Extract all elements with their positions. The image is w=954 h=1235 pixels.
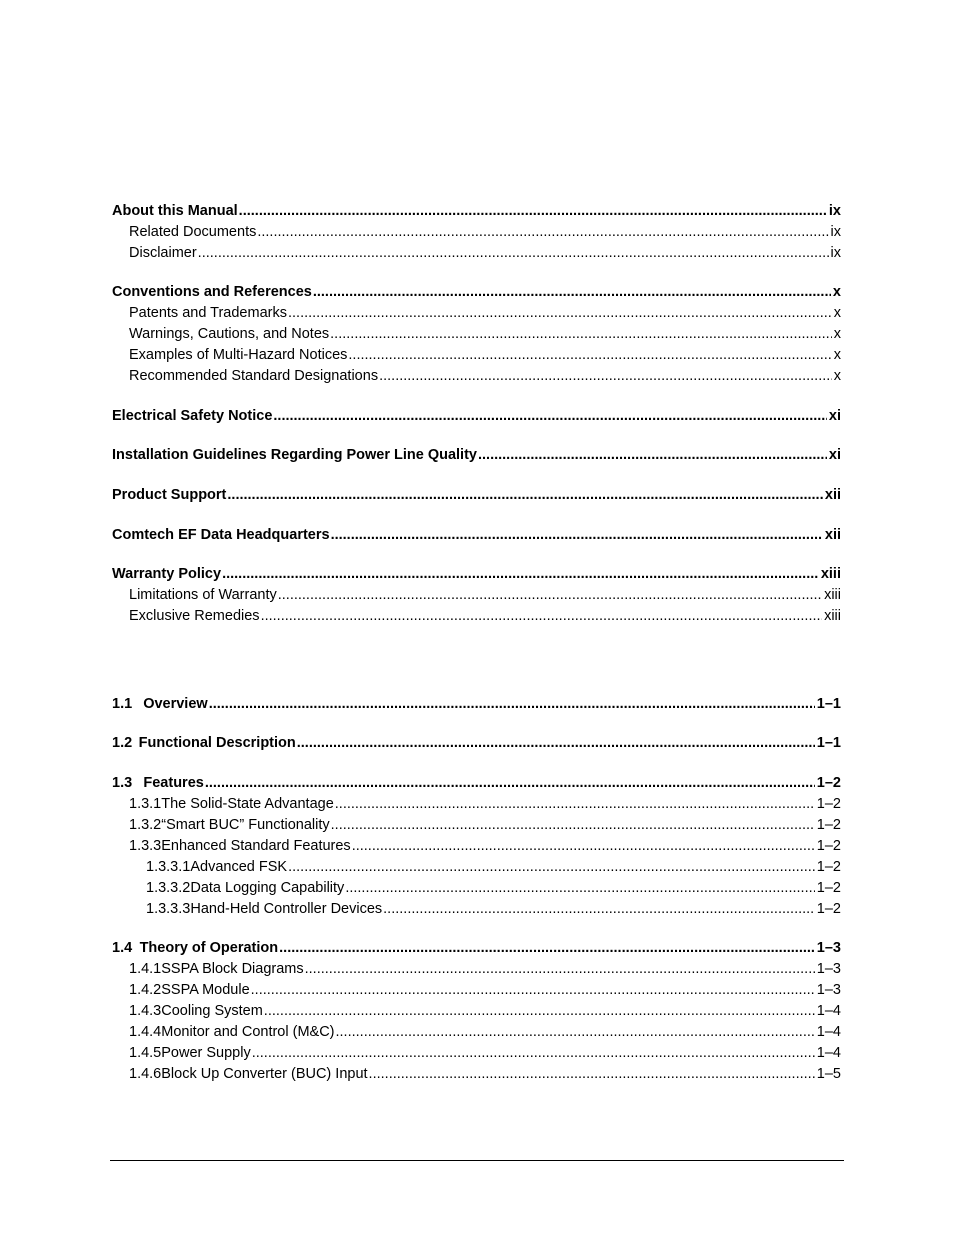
toc-entry[interactable] [129, 324, 841, 345]
toc-leader-dots [198, 243, 829, 264]
toc-entry-title: SSPA Module [161, 982, 250, 998]
toc-entry-title: Theory of Operation [139, 940, 279, 956]
toc-leader-dots [369, 1064, 815, 1085]
toc-entry-page: 1–3 [816, 961, 841, 977]
toc-leader-dots [288, 857, 815, 878]
toc-entry[interactable] [129, 1022, 841, 1043]
toc-entry-number: 1.4.3 [129, 1003, 162, 1019]
toc-entry-page: 1–1 [816, 735, 841, 751]
toc-entry[interactable] [129, 1043, 841, 1064]
toc-leader-dots [305, 959, 815, 980]
toc-entry-title: Monitor and Control (M&C) [161, 1024, 335, 1040]
toc-entry-page: ix [830, 245, 841, 261]
toc-entry-title: Data Logging Capability [190, 880, 345, 896]
toc-entry-title: Enhanced Standard Features [161, 838, 351, 854]
toc-entry[interactable] [112, 201, 841, 222]
toc-entry[interactable] [129, 794, 841, 815]
toc-entry-page: 1–2 [816, 796, 841, 812]
toc-entry[interactable] [129, 303, 841, 324]
toc-entry-number: 1.3.3.1 [146, 859, 191, 875]
toc-entry[interactable] [112, 694, 841, 715]
toc-entry-title: Warnings, Cautions, and Notes [129, 326, 330, 342]
toc-leader-dots [330, 324, 832, 345]
toc-leader-dots [278, 585, 822, 606]
toc-entry-title: Examples of Multi-Hazard Notices [129, 347, 348, 363]
toc-entry-number: 1.4.2 [129, 982, 162, 998]
toc-leader-dots [222, 564, 819, 585]
toc-entry-title: Conventions and References [112, 284, 312, 300]
toc-entry-number: 1.4.4 [129, 1024, 162, 1040]
toc-entry-number: 1.4.6 [129, 1066, 162, 1082]
toc-entry-page: xii [824, 527, 841, 543]
toc-entry-number: 1.4.1 [129, 961, 162, 977]
toc-entry-page: 1–3 [816, 940, 841, 956]
toc-leader-dots [335, 794, 815, 815]
toc-entry-title: Patents and Trademarks [129, 305, 287, 321]
toc-entry-number: 1.3.2 [129, 817, 162, 833]
toc-leader-dots [273, 406, 827, 427]
toc-entry-title: Installation Guidelines Regarding Power Line Quality [112, 447, 477, 463]
toc-entry-page: 1–2 [816, 901, 841, 917]
toc-entry-number: 1.4.5 [129, 1045, 162, 1061]
toc-entry-page: 1–2 [816, 838, 841, 854]
toc-entry-number: 1.3 [112, 775, 133, 791]
toc-entry-page: 1–5 [816, 1066, 841, 1082]
toc-leader-dots [331, 525, 823, 546]
toc-leader-dots [383, 899, 815, 920]
toc-entry-page: 1–4 [816, 1024, 841, 1040]
toc-entry-page: 1–4 [816, 1003, 841, 1019]
toc-entry-page: xiii [824, 608, 841, 624]
toc-entry-page: 1–2 [816, 817, 841, 833]
footer-rule [110, 1160, 844, 1161]
toc-entry-title: Overview [143, 696, 208, 712]
toc-entry-page: x [833, 326, 841, 342]
toc-entry-page: 1–1 [816, 696, 841, 712]
toc-leader-dots [336, 1022, 815, 1043]
toc-entry-number: 1.4 [112, 940, 133, 956]
toc-entry-title: Cooling System [161, 1003, 263, 1019]
toc-entry-title: Functional Description [138, 735, 296, 751]
toc-entry-page: ix [830, 224, 841, 240]
toc-entry[interactable] [112, 733, 841, 754]
toc-entry[interactable] [129, 959, 841, 980]
toc-entry-title: “Smart BUC” Functionality [161, 817, 330, 833]
toc-entry[interactable] [129, 222, 841, 243]
toc-entry-number: 1.1 [112, 696, 133, 712]
toc-entry-title: Advanced FSK [190, 859, 288, 875]
toc-entry[interactable] [146, 878, 841, 899]
toc-entry-page: xiii [820, 566, 841, 582]
toc-leader-dots [239, 201, 827, 222]
toc-entry[interactable] [129, 836, 841, 857]
toc-entry-title: Comtech EF Data Headquarters [112, 527, 330, 543]
toc-entry[interactable] [112, 445, 841, 466]
toc-entry-page: xii [824, 487, 841, 503]
toc-leader-dots [279, 938, 815, 959]
toc-entry[interactable] [112, 485, 841, 506]
toc-entry[interactable] [112, 406, 841, 427]
toc-entry[interactable] [146, 857, 841, 878]
toc-entry-page: x [833, 347, 841, 363]
toc-entry-title: SSPA Block Diagrams [161, 961, 304, 977]
toc-entry[interactable] [112, 525, 841, 546]
toc-entry-number: 1.3.3.2 [146, 880, 191, 896]
toc-leader-dots [348, 345, 831, 366]
toc-entry[interactable] [129, 345, 841, 366]
toc-entry[interactable] [112, 938, 841, 959]
toc-entry[interactable] [112, 773, 841, 794]
toc-leader-dots [297, 733, 815, 754]
toc-entry[interactable] [129, 606, 841, 627]
toc-entry[interactable] [129, 1064, 841, 1085]
toc-leader-dots [261, 606, 823, 627]
toc-entry-title: Related Documents [129, 224, 257, 240]
toc-entry-page: 1–4 [816, 1045, 841, 1061]
toc-entry[interactable] [129, 585, 841, 606]
toc-entry-number: 1.3.1 [129, 796, 162, 812]
toc-entry-title: Recommended Standard Designations [129, 368, 379, 384]
toc-entry-title: Electrical Safety Notice [112, 408, 273, 424]
toc-leader-dots [264, 1001, 815, 1022]
toc-entry-title: Limitations of Warranty [129, 587, 277, 603]
toc-leader-dots [288, 303, 832, 324]
toc-leader-dots [331, 815, 815, 836]
toc-leader-dots [251, 980, 815, 1001]
toc-leader-dots [209, 694, 815, 715]
toc-entry-title: The Solid-State Advantage [161, 796, 334, 812]
toc-entry-page: 1–2 [816, 880, 841, 896]
toc-entry-page: xiii [824, 587, 841, 603]
toc-entry-number: 1.3.3 [129, 838, 162, 854]
toc-leader-dots [313, 282, 831, 303]
toc-entry-title: Product Support [112, 487, 227, 503]
toc-entry-page: x [833, 305, 841, 321]
toc-leader-dots [379, 366, 832, 387]
toc-entry-page: x [833, 368, 841, 384]
toc-entry[interactable] [146, 899, 841, 920]
toc-leader-dots [478, 445, 827, 466]
toc-entry-title: Block Up Converter (BUC) Input [161, 1066, 368, 1082]
toc-leader-dots [257, 222, 828, 243]
toc-leader-dots [205, 773, 815, 794]
toc-entry[interactable] [129, 1001, 841, 1022]
toc-entry-page: ix [828, 203, 841, 219]
toc-entry[interactable] [112, 282, 841, 303]
toc-entry-title: Power Supply [161, 1045, 251, 1061]
toc-entry-page: x [832, 284, 841, 300]
toc-entry-title: About this Manual [112, 203, 238, 219]
toc-leader-dots [227, 485, 822, 506]
toc-entry[interactable] [129, 366, 841, 387]
toc-leader-dots [252, 1043, 815, 1064]
toc-entry-title: Disclaimer [129, 245, 197, 261]
toc-entry-number: 1.2 [112, 735, 133, 751]
toc-entry-page: 1–2 [816, 775, 841, 791]
toc-entry[interactable] [112, 564, 841, 585]
toc-entry-page: 1–3 [816, 982, 841, 998]
toc-entry-title: Exclusive Remedies [129, 608, 260, 624]
toc-entry-page: xi [828, 447, 841, 463]
toc-entry-title: Hand-Held Controller Devices [190, 901, 383, 917]
toc-entry-page: xi [828, 408, 841, 424]
toc-entry[interactable] [129, 815, 841, 836]
toc-leader-dots [345, 878, 814, 899]
toc-leader-dots [352, 836, 815, 857]
toc-entry[interactable] [129, 243, 841, 264]
toc-entry-number: 1.3.3.3 [146, 901, 191, 917]
toc-entry-page: 1–2 [816, 859, 841, 875]
toc-entry-title: Warranty Policy [112, 566, 222, 582]
toc-entry[interactable] [129, 980, 841, 1001]
toc-entry-title: Features [143, 775, 204, 791]
